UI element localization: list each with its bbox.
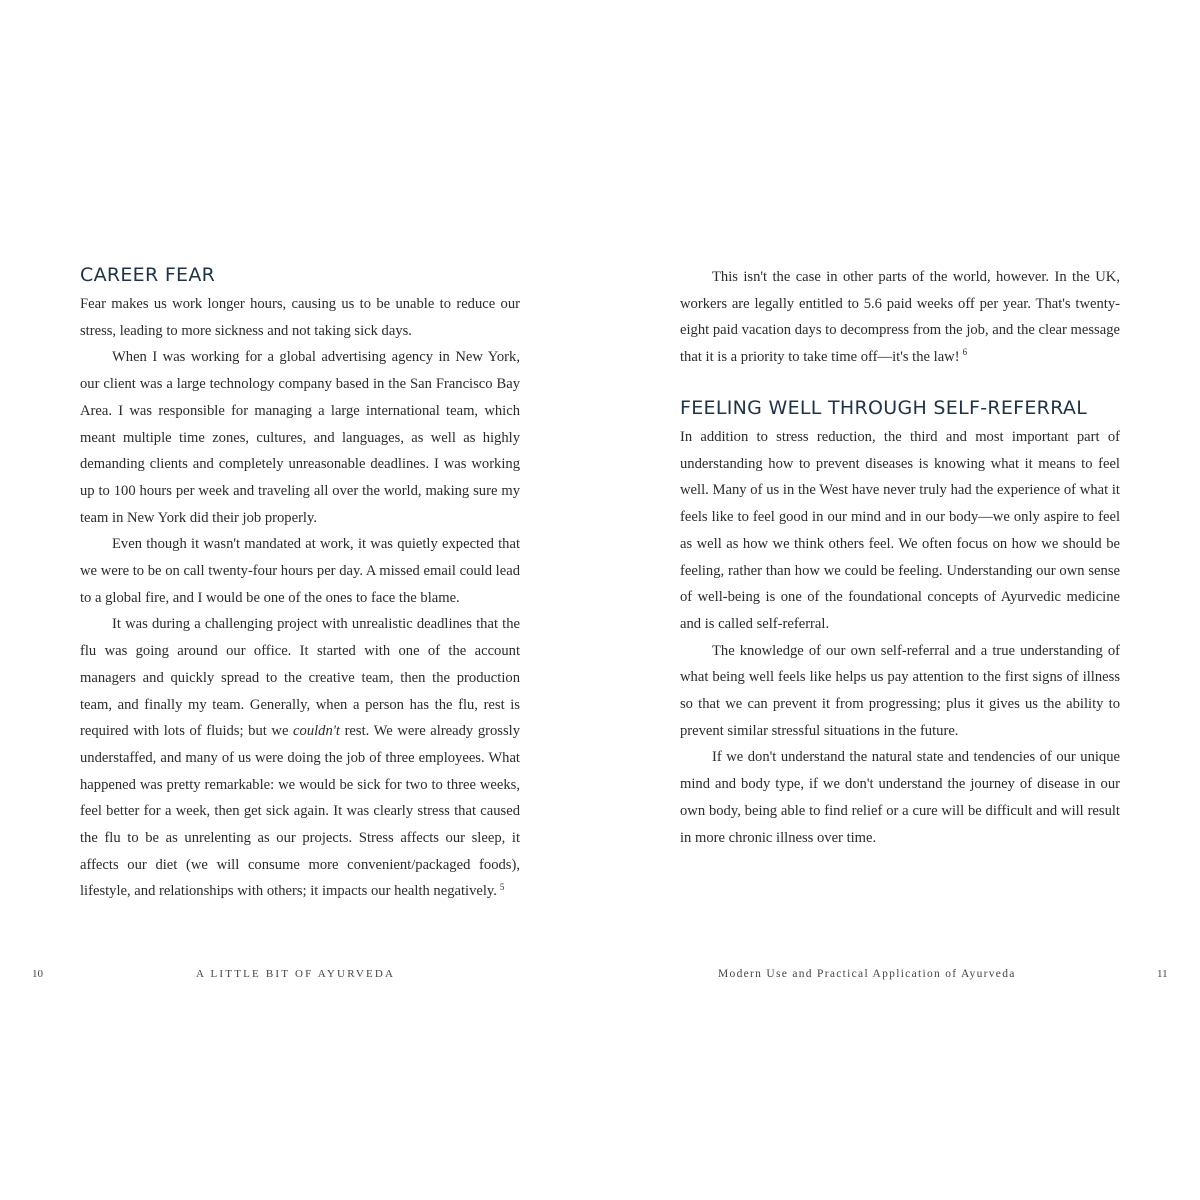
paragraph: When I was working for a global advertising agency in New York, our client was a large technology company based in the San Francisco Bay Area. I was responsible for managing a large international team, which meant multiple time zones, cultures, and languages, as well as highly demanding clients and completely unreasonable deadlines. I was working up to 100 hours per week and traveling all over the world, making sure my team in New York did their job properly. [80, 349, 520, 526]
paragraph [680, 264, 1120, 371]
paragraph-text: This isn't the case in other parts of the world, however. In the UK, workers are legally entitled to 5.6 paid weeks off per year. That's twenty-eight paid vacation days to decompress from the job, and the clear message that it is a priority to take time off—it's the law! [680, 269, 1120, 366]
footnote-marker: 6 [962, 347, 968, 358]
paragraph [80, 611, 520, 905]
paragraph: In addition to stress reduction, the third and most important part of understanding how to prevent diseases is knowing what it means to feel well. Many of us in the West have never truly had the experience of what it feels like to feel good in our mind and in our body—we only aspire to feel as well as how we think others feel. We often focus on how we should be feeling, rather than how we could be feeling. Understanding our own sense of well-being is one of the foundational concepts of Ayurvedic medicine and is called self-referral. [680, 429, 1120, 632]
paragraph-text: It was during a challenging project with unrealistic deadlines that the flu was going around our office. It started with one of the account managers and quickly spread to the creative team, then the production team, and finally my team. Generally, when a person has the flu, rest is required with lots of fluids; but we [80, 616, 520, 740]
right-continuation-text [680, 264, 1120, 371]
right-page [600, 0, 1200, 1200]
paragraph: If we don't understand the natural state and tendencies of our unique mind and body type, if we don't understand the journey of disease in our own body, being able to find relief or a cure will be difficult and will result in more chronic illness over time. [680, 749, 1120, 846]
running-footer-right: Modern Use and Practical Application of Ayurveda [718, 968, 1016, 980]
paragraph: The knowledge of our own self-referral and a true understanding of what being well feels like helps us pay attention to the first signs of illness so that we can prevent it from progressing; plus it gives us the ability to prevent similar stressful situations in the future. [680, 642, 1120, 739]
section-heading-self-referral: FEELING WELL THROUGH SELF-REFERRAL [680, 397, 1088, 419]
left-body-text [80, 291, 520, 905]
emphasis-text: couldn't [293, 723, 340, 740]
footnote-marker: 5 [499, 881, 505, 892]
paragraph: Even though it wasn't mandated at work, it was quietly expected that we were to be on call twenty-four hours per day. A missed email could lead to a global fire, and I would be one of the ones to face the blame. [80, 536, 520, 606]
paragraph: Fear makes us work longer hours, causing us to be unable to reduce our stress, leading to more sickness and not taking sick days. [80, 296, 520, 339]
right-body-text [680, 424, 1120, 851]
page-number-right: 11 [1157, 968, 1168, 980]
section-heading-career-fear: CAREER FEAR [80, 264, 216, 286]
running-footer-left: A LITTLE BIT OF AYURVEDA [196, 968, 396, 980]
paragraph-text: rest. We were already grossly understaffed, and many of us were doing the job of three employees. What happened was pretty remarkable: we would be sick for two to three weeks, feel better for a week, then get sick again. It was clearly stress that caused the flu to be as unrelenting as our projects. Stress affects our sleep, it affects our diet (we will consume more convenient/packaged foods), lifestyle, and relationships with others; it impacts our health negatively. [80, 723, 520, 900]
page-number-left: 10 [32, 968, 43, 980]
